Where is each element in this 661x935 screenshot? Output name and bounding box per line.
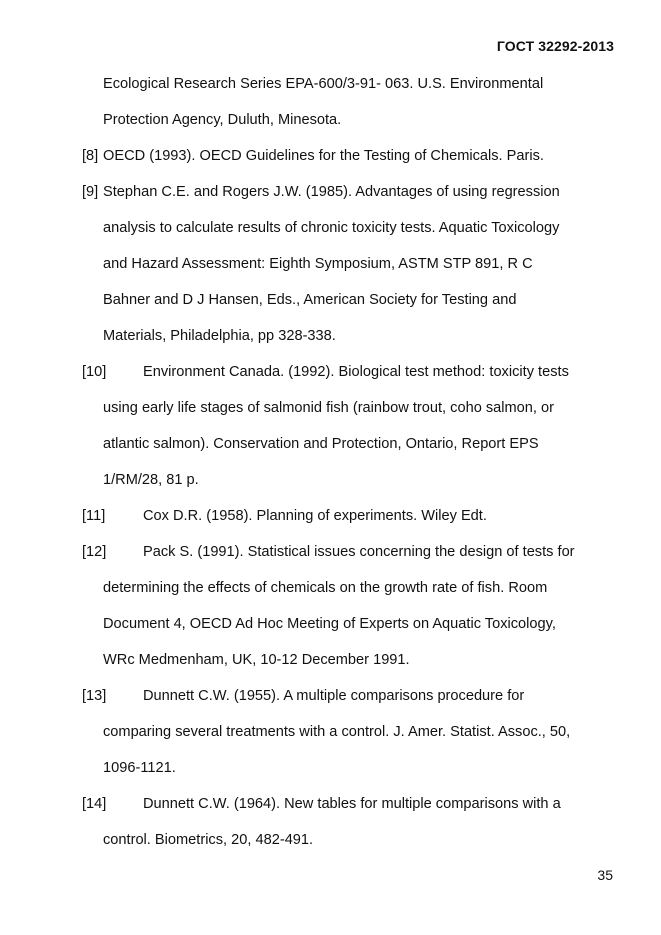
reference-line: 1/RM/28, 81 p.: [103, 472, 199, 488]
reference-number: [12]: [82, 544, 107, 560]
reference-line: 1096-1121.: [103, 760, 176, 776]
reference-first-line: Environment Canada. (1992). Biological test method: toxicity tests: [143, 364, 569, 380]
reference-number: [8]: [82, 148, 99, 164]
reference-number: [9]: [82, 184, 99, 200]
reference-item: [82, 354, 622, 498]
reference-item: [82, 786, 622, 858]
page-number: 35: [597, 867, 613, 883]
reference-line: analysis to calculate results of chronic toxicity tests. Aquatic Toxicology: [103, 220, 560, 236]
reference-line: control. Biometrics, 20, 482-491.: [103, 832, 314, 848]
reference-line: Document 4, OECD Ad Hoc Meeting of Experts on Aquatic Toxicology,: [103, 616, 556, 632]
reference-line: using early life stages of salmonid fish (rainbow trout, coho salmon, or: [103, 400, 555, 416]
reference-line: Protection Agency, Duluth, Minesota.: [103, 112, 342, 128]
reference-item: [82, 498, 622, 534]
reference-number: [11]: [82, 508, 106, 524]
reference-first-line: Pack S. (1991). Statistical issues concerning the design of tests for: [143, 544, 575, 560]
reference-item: [82, 138, 622, 174]
reference-item: [82, 66, 622, 138]
reference-first-line: Dunnett C.W. (1955). A multiple comparisons procedure for: [143, 688, 525, 704]
reference-number: [13]: [82, 688, 107, 704]
reference-line: comparing several treatments with a control. J. Amer. Statist. Assoc., 50,: [103, 724, 571, 740]
reference-line: WRc Medmenham, UK, 10-12 December 1991.: [103, 652, 410, 668]
reference-line: and Hazard Assessment: Eighth Symposium, ASTM STP 891, R C: [103, 256, 533, 272]
reference-first-line: Stephan C.E. and Rogers J.W. (1985). Advantages of using regression: [103, 184, 560, 200]
reference-line: Bahner and D J Hansen, Eds., American Society for Testing and: [103, 292, 517, 308]
reference-line: Ecological Research Series EPA-600/3-91- 063. U.S. Environmental: [103, 76, 544, 92]
reference-line: atlantic salmon). Conservation and Protection, Ontario, Report EPS: [103, 436, 539, 452]
document-code-header: ГОСТ 32292-2013: [496, 38, 614, 54]
reference-item: [82, 678, 622, 786]
reference-item: [82, 174, 622, 354]
reference-first-line: Dunnett C.W. (1964). New tables for multiple comparisons with a: [143, 796, 561, 812]
reference-first-line: OECD (1993). OECD Guidelines for the Testing of Chemicals. Paris.: [103, 148, 544, 164]
reference-number: [10]: [82, 364, 107, 380]
reference-first-line: Cox D.R. (1958). Planning of experiments. Wiley Edt.: [143, 508, 487, 524]
reference-line: determining the effects of chemicals on the growth rate of fish. Room: [103, 580, 548, 596]
reference-number: [14]: [82, 796, 107, 812]
reference-list: [82, 66, 622, 858]
reference-item: [82, 534, 622, 678]
reference-line: Materials, Philadelphia, pp 328-338.: [103, 328, 336, 344]
